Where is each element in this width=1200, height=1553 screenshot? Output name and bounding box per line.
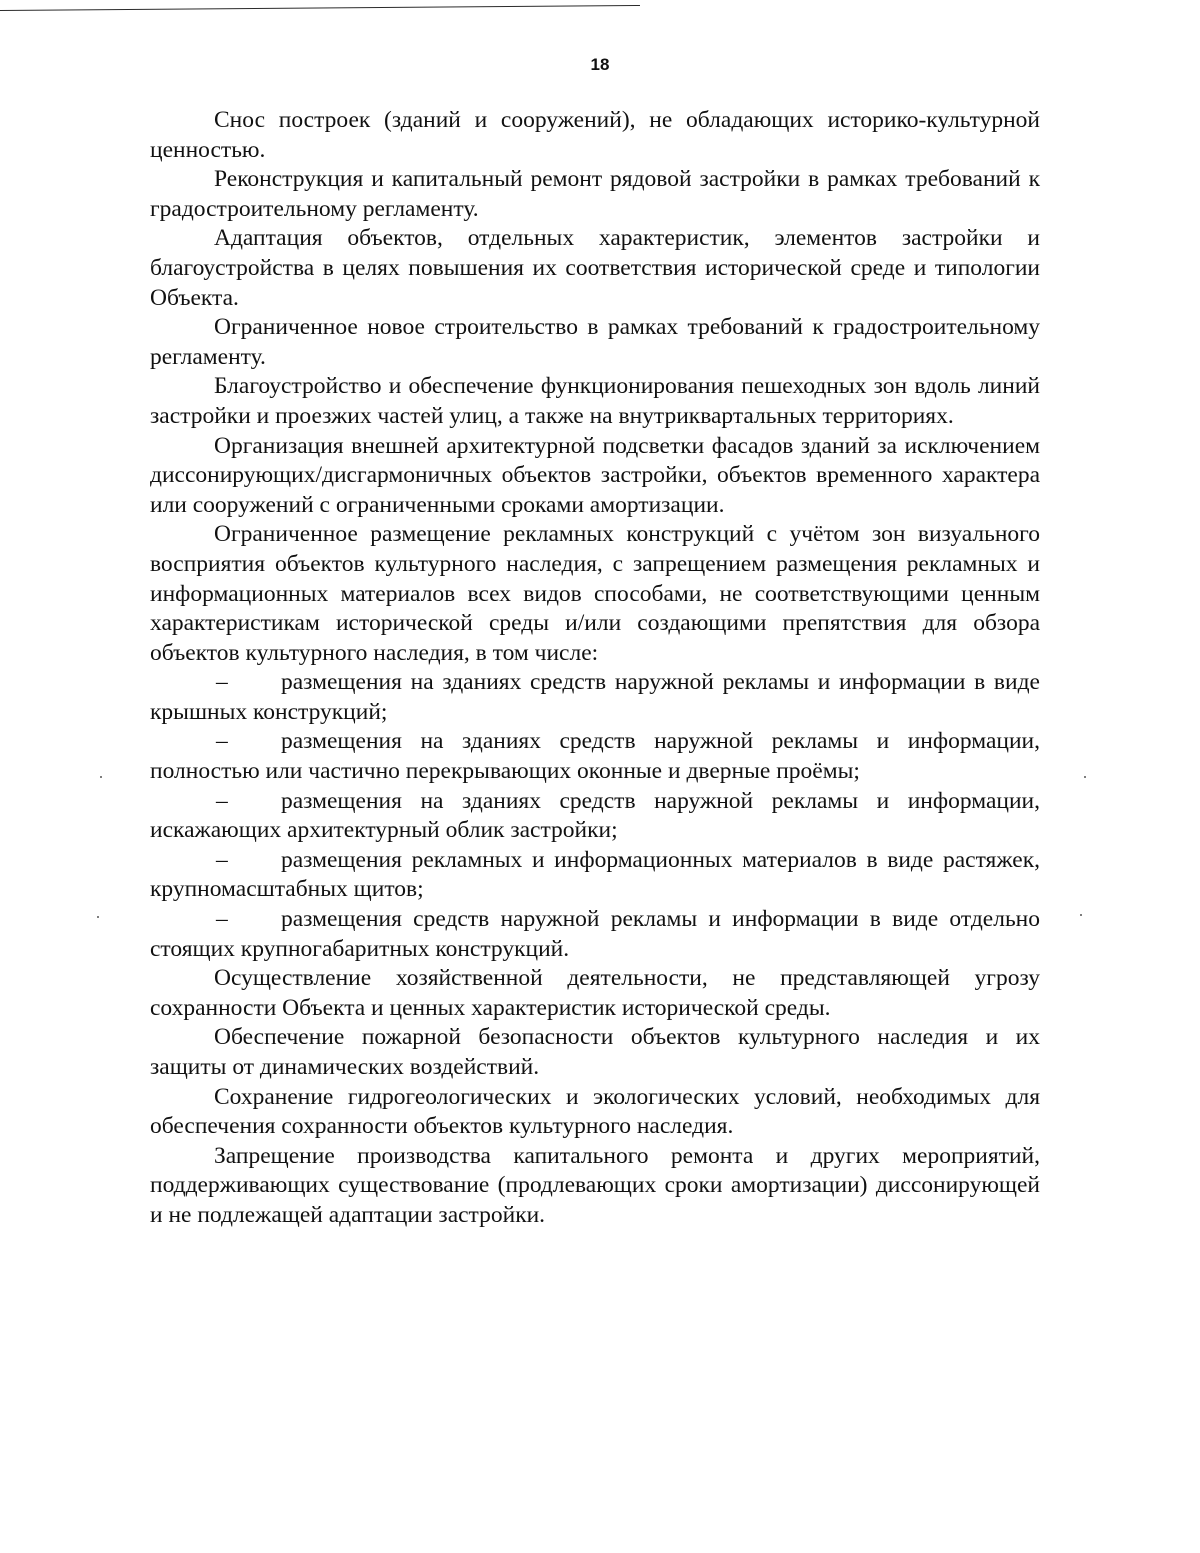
dash-marker: –	[216, 906, 228, 933]
scan-speck	[100, 776, 102, 778]
list-item	[150, 787, 1040, 846]
dash-marker: –	[216, 846, 228, 873]
paragraph: Организация внешней архитектурной подсветки фасадов зданий за исключением диссонирующих/дисгармоничных объектов застройки, объектов временного характера или сооружений с ограниченными сроками амортизации.	[150, 432, 1040, 518]
paragraph: Реконструкция и капитальный ремонт рядовой застройки в рамках требований к градостроительному регламенту.	[150, 166, 1040, 222]
paragraph: Ограниченное новое строительство в рамках требований к градостроительному регламенту.	[150, 314, 1040, 370]
list-item-text: размещения на зданиях средств наружной рекламы и информации, полностью или частично перекрывающих оконные и дверные проёмы;	[150, 728, 1040, 785]
paragraph: Ограниченное размещение рекламных конструкций с учётом зон визуального восприятия объектов культурного наследия, с запрещением размещения рекламных и информационных материалов всех видов способами, не соответствующими ценным характеристикам исторической среды и/или создающими препятствия для обзора объектов культурного наследия, в том числе:	[150, 521, 1040, 666]
page-number: 18	[590, 55, 610, 74]
list-item-text: размещения на зданиях средств наружной рекламы и информации в виде крышных конструкций;	[150, 669, 1040, 725]
list-item	[150, 727, 1040, 786]
list-item	[150, 905, 1040, 964]
scan-edge-line	[0, 5, 640, 11]
scan-speck	[1080, 914, 1082, 916]
list-item	[150, 668, 1040, 727]
list-item-text: размещения рекламных и информационных материалов в виде растяжек, крупномасштабных щитов;	[150, 846, 1040, 903]
dash-marker: –	[216, 669, 228, 696]
paragraph: Снос построек (зданий и сооружений), не обладающих историко-культурной ценностью.	[150, 107, 1040, 163]
document-body	[150, 106, 1040, 1231]
paragraph: Осуществление хозяйственной деятельности, не представляющей угрозу сохранности Объекта и ценных характеристик исторической среды.	[150, 965, 1040, 1021]
list-item	[150, 846, 1040, 905]
scan-speck	[97, 916, 99, 918]
list-item-text: размещения на зданиях средств наружной рекламы и информации, искажающих архитектурный облик застройки;	[150, 787, 1040, 844]
paragraph: Сохранение гидрогеологических и экологических условий, необходимых для обеспечения сохранности объектов культурного наследия.	[150, 1083, 1040, 1140]
paragraph: Адаптация объектов, отдельных характеристик, элементов застройки и благоустройства в целях повышения их соответствия исторической среде и типологии Объекта.	[150, 225, 1040, 311]
paragraph: Запрещение производства капитального ремонта и других мероприятий, поддерживающих существование (продлевающих сроки амортизации) диссонирующей и не подлежащей адаптации застройки.	[150, 1142, 1040, 1228]
dash-marker: –	[216, 787, 228, 814]
list-item-text: размещения средств наружной рекламы и информации в виде отдельно стоящих крупногабаритных конструкций.	[150, 906, 1040, 962]
paragraph: Благоустройство и обеспечение функционирования пешеходных зон вдоль линий застройки и проезжих частей улиц, а также на внутриквартальных территориях.	[150, 373, 1040, 429]
dash-marker: –	[216, 728, 228, 755]
paragraph: Обеспечение пожарной безопасности объектов культурного наследия и их защиты от динамических воздействий.	[150, 1024, 1040, 1080]
scan-speck	[1084, 776, 1086, 778]
